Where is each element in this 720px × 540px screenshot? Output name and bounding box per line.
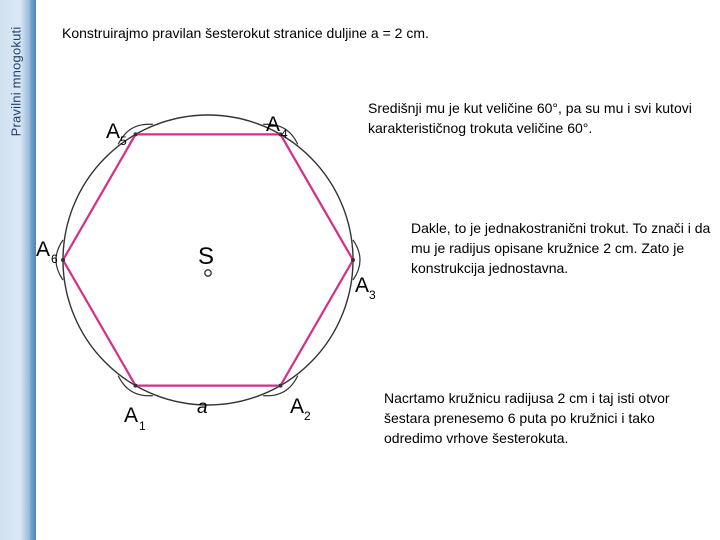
vertex-point-a1 bbox=[134, 384, 138, 388]
vertex-label-a1-letter: A bbox=[124, 404, 139, 427]
vertex-point-a6 bbox=[61, 258, 65, 262]
side-label: a bbox=[197, 397, 208, 418]
vertex-label-a3-index: 3 bbox=[369, 288, 376, 302]
center-point bbox=[205, 270, 211, 276]
vertex-label-a2-letter: A bbox=[290, 395, 305, 418]
vertex-point-a5 bbox=[134, 132, 138, 136]
vertex-label-a3-letter: A bbox=[355, 274, 370, 297]
vertex-label-a3 bbox=[355, 274, 376, 302]
paragraph-central-angle: Središnji mu je kut veličine 60°, pa su mu i svi kutovi karakterističnog trokuta veličine 60°. bbox=[368, 100, 692, 136]
vertex-label-a5 bbox=[106, 120, 127, 148]
vertex-label-a4-index: 4 bbox=[281, 127, 288, 141]
vertex-point-a2 bbox=[279, 384, 283, 388]
paragraph-construction: Nacrtamo kružnicu radijusa 2 cm i taj isti otvor šestara prenesemo 6 puta po kružnici i tako odredimo vrhove šesterokuta. bbox=[384, 390, 670, 446]
vertex-label-a2-index: 2 bbox=[304, 409, 311, 423]
vertex-point-a3 bbox=[351, 258, 355, 262]
paragraph-equilateral: Dakle, to je jednakostranični trokut. To znači i da mu je radijus opisane kružnice 2 cm. Zato je konstrukcija jednostavna. bbox=[411, 220, 711, 276]
vertex-label-a4-letter: A bbox=[266, 113, 281, 136]
vertex-label-a1-index: 1 bbox=[139, 419, 146, 433]
vertex-label-a5-letter: A bbox=[106, 120, 121, 143]
center-label: S bbox=[198, 243, 215, 270]
vertex-label-a4 bbox=[266, 113, 288, 141]
intro-text: Konstruirajmo pravilan šesterokut stranice duljine a = 2 cm. bbox=[62, 25, 429, 41]
vertex-label-a6-letter: A bbox=[36, 238, 51, 261]
vertex-label-a6-index: 6 bbox=[51, 252, 58, 266]
sidebar-title-text: Pravilni mnogokuti bbox=[8, 26, 24, 136]
vertex-label-a2 bbox=[290, 395, 311, 423]
vertex-label-a1 bbox=[124, 404, 146, 433]
vertex-label-a6 bbox=[36, 238, 58, 266]
vertex-label-a5-index: 5 bbox=[120, 134, 127, 148]
